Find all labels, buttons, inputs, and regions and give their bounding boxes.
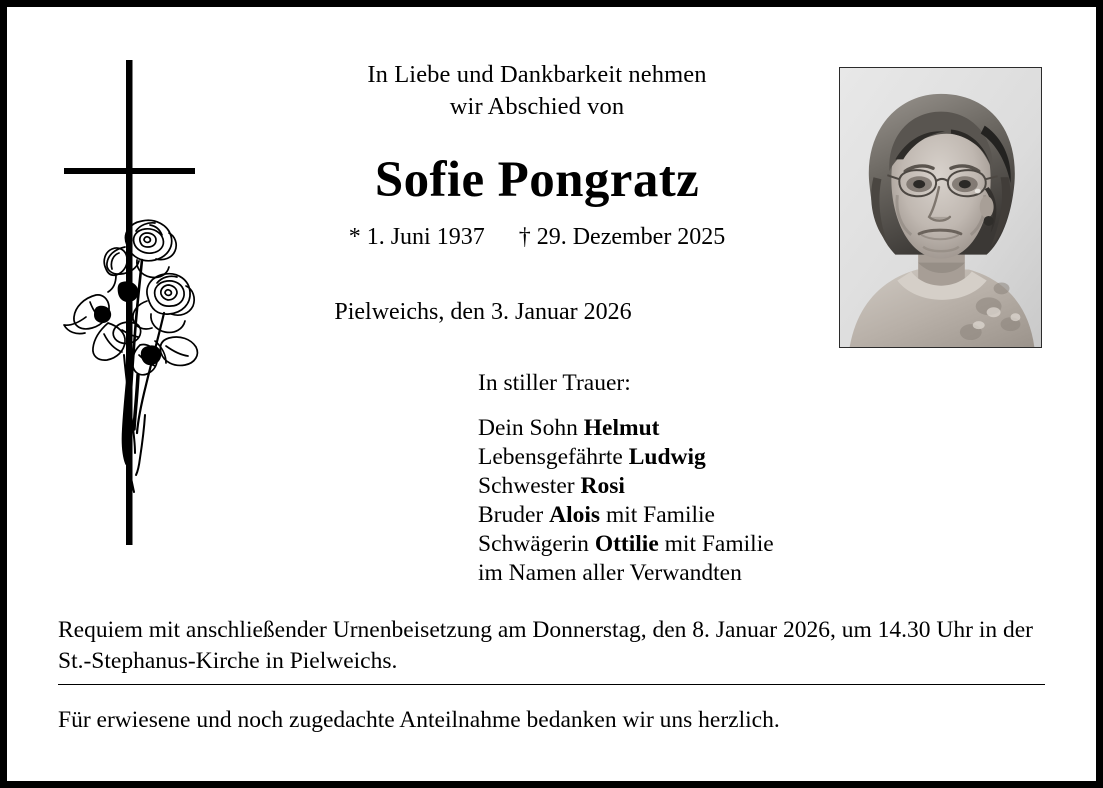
mourner-name: Ottilie <box>594 531 659 557</box>
place-and-date: Pielweichs, den 3. Januar 2026 <box>334 299 632 325</box>
mourner-prefix: Schwester <box>478 473 581 499</box>
mourner-row <box>478 443 878 472</box>
mourner-name: Ludwig <box>628 444 706 470</box>
mourner-prefix: Schwägerin <box>478 531 595 557</box>
intro-text <box>237 59 837 123</box>
mourner-suffix: mit Familie <box>600 502 715 528</box>
mourner-prefix: Lebensgefährte <box>478 444 629 470</box>
mourner-suffix: mit Familie <box>658 531 774 557</box>
thanks-text: Für erwiesene und noch zugedachte Anteilnahme bedanken wir uns herzlich. <box>58 707 780 733</box>
birth-date: * 1. Juni 1937 <box>348 224 485 250</box>
mourner-row <box>478 559 878 588</box>
mourner-row <box>478 414 878 443</box>
life-dates <box>237 222 837 252</box>
header-block <box>237 59 837 252</box>
mourner-name: Alois <box>549 502 601 528</box>
notice-inner-panel <box>7 7 1096 781</box>
mourner-prefix: im Namen aller Verwandten <box>478 560 742 586</box>
mourners-block <box>478 369 878 588</box>
mourner-prefix: Dein Sohn <box>478 415 584 441</box>
portrait-frame <box>839 67 1042 348</box>
mourner-prefix: Bruder <box>478 502 550 528</box>
mourner-name: Helmut <box>583 415 660 441</box>
mourner-row <box>478 472 878 501</box>
horizontal-divider <box>58 684 1045 685</box>
requiem-text: Requiem mit anschließender Urnenbeisetzung am Donnerstag, den 8. Januar 2026, um 14.30 Uhr in der St.-Stephanus-Kirche in Pielweichs. <box>58 617 1033 674</box>
deceased-name: Sofie Pongratz <box>374 152 700 208</box>
mourner-name: Rosi <box>580 473 625 499</box>
intro-line-1: In Liebe und Dankbarkeit nehmen <box>367 61 707 88</box>
mourners-title: In stiller Trauer: <box>478 370 631 396</box>
mourner-row <box>478 501 878 530</box>
mourner-row <box>478 530 878 559</box>
death-date: † 29. Dezember 2025 <box>518 224 726 250</box>
portrait-photo <box>833 61 1048 354</box>
intro-line-2: wir Abschied von <box>449 93 625 120</box>
